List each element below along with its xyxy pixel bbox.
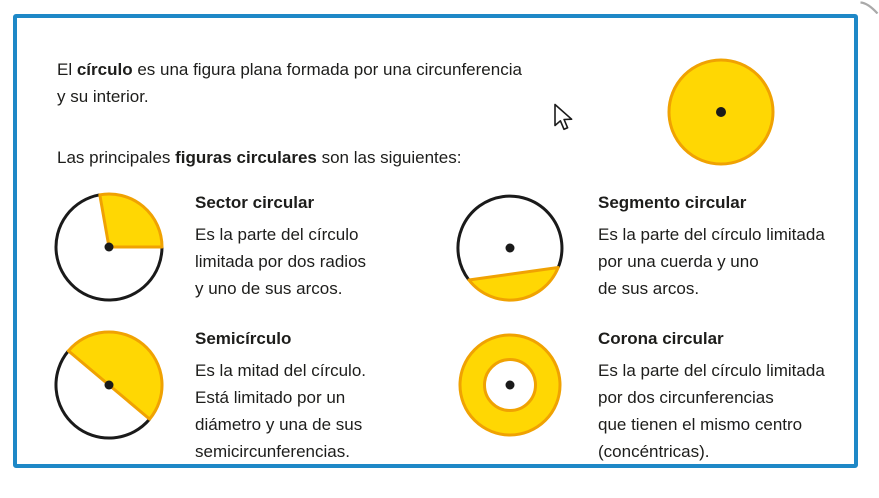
center-dot-icon — [105, 381, 114, 390]
center-dot-icon — [506, 381, 515, 390]
segmento-figure — [450, 188, 570, 308]
figure-title: Sector circular — [195, 193, 315, 212]
subtitle-paragraph: Las principales figuras circulares son las siguientes: — [57, 148, 462, 167]
circle-figure — [666, 57, 776, 167]
entry-corona — [598, 329, 879, 465]
figure-title: Segmento circular — [598, 193, 747, 212]
figure-description: Es la parte del círculo limitada por dos radios y uno de sus arcos. — [195, 225, 367, 298]
entry-sector — [195, 193, 485, 302]
figure-description: Es la mitad del círculo. Está limitado por un diámetro y una de sus semicircunferencias. — [195, 361, 367, 461]
sector-figure — [49, 187, 169, 307]
content-frame — [13, 14, 858, 468]
figure-title: Semicírculo — [195, 329, 292, 348]
entry-semicirculo — [195, 329, 485, 465]
intro-paragraph: El círculo es una figura plana formada por una circunferencia y su interior. — [57, 60, 522, 106]
corona-figure — [450, 325, 570, 445]
center-dot-icon — [716, 107, 726, 117]
page-corner-artifact — [860, 0, 879, 14]
figure-title: Corona circular — [598, 329, 724, 348]
figure-description: Es la parte del círculo limitada por dos circunferencias que tienen el mismo centro (concéntricas). — [598, 361, 825, 461]
center-dot-icon — [506, 244, 515, 253]
semicirculo-figure — [49, 325, 169, 445]
mouse-cursor-icon — [553, 103, 575, 132]
figure-description: Es la parte del círculo limitada por una cuerda y uno de sus arcos. — [598, 225, 825, 298]
center-dot-icon — [105, 243, 114, 252]
entry-segmento — [598, 193, 879, 302]
